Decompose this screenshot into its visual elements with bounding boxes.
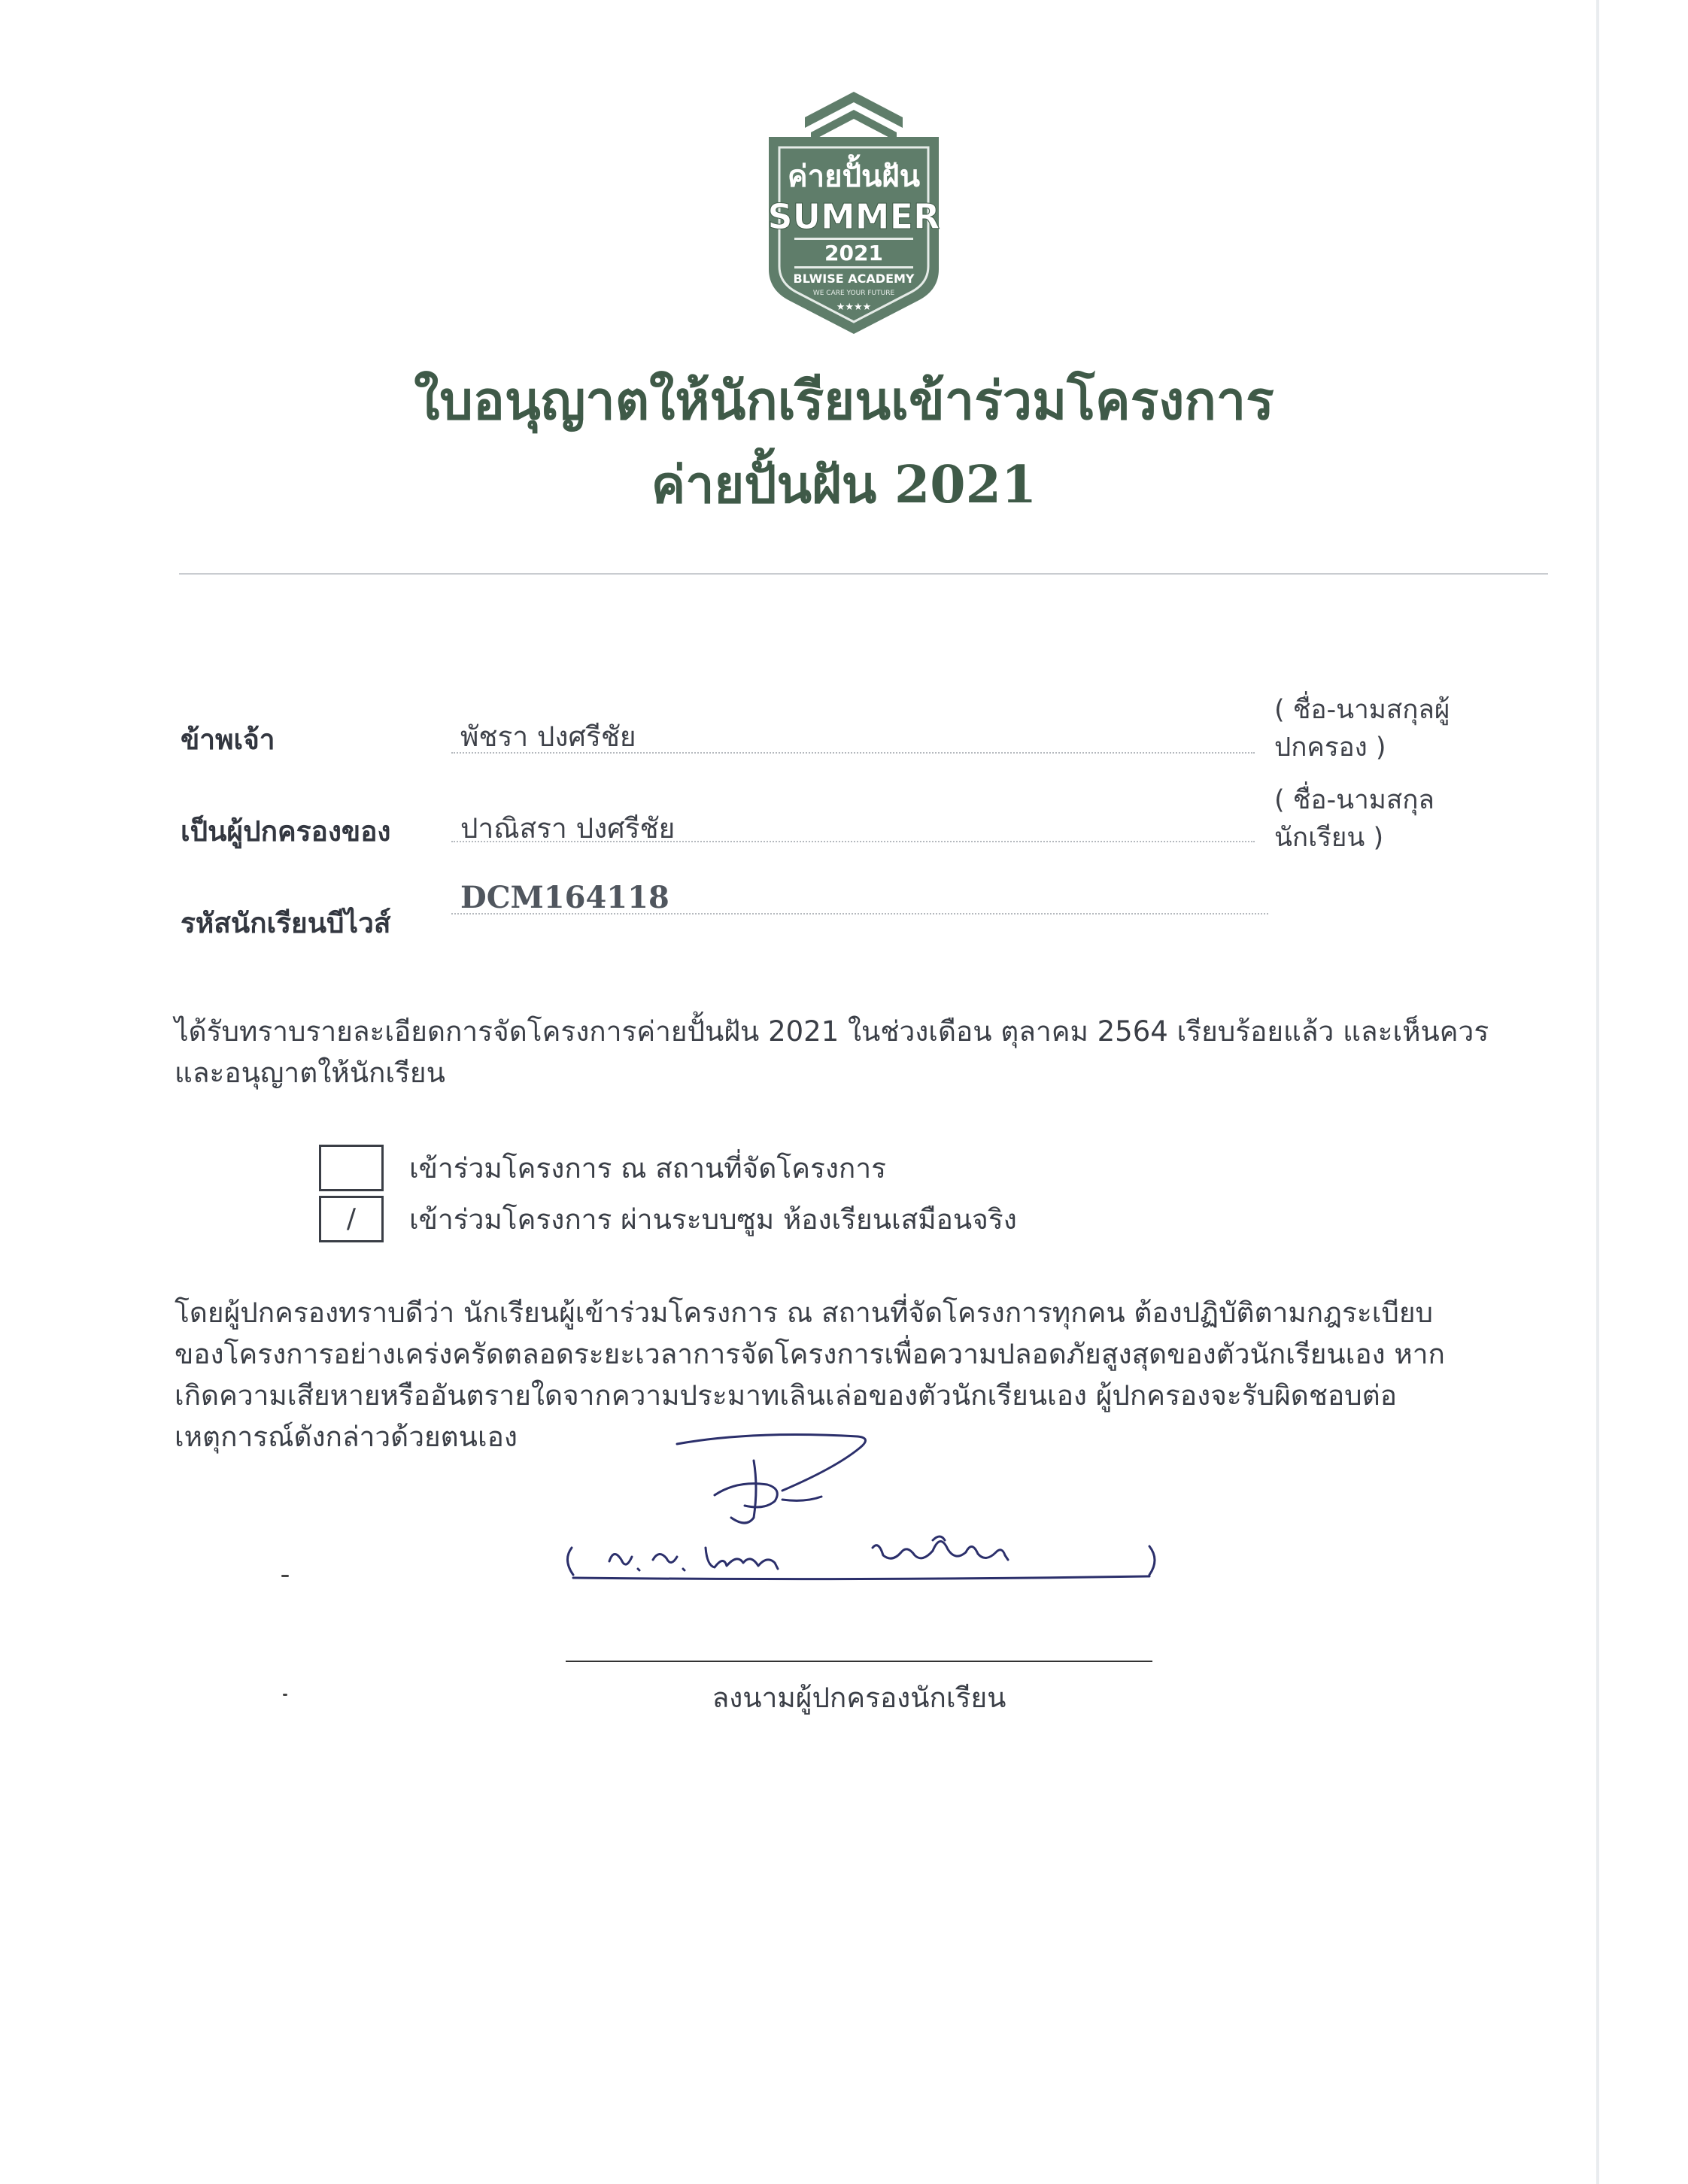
guardian-hint-line2: ปกครอง )	[1274, 733, 1386, 763]
document-subtitle: ค่ายปั้นฝัน 2021	[651, 455, 1037, 515]
logo-line1: ค่ายปั้นฝัน	[787, 159, 921, 194]
signature-rule	[566, 1661, 1152, 1662]
student-name-dotted-line	[451, 841, 1255, 842]
student-id-label: รหัสนักเรียนบีไวส์	[181, 907, 391, 939]
option-zoom-label: เข้าร่วมโครงการ ผ่านระบบซูม ห้องเรียนเสมือนจริง	[409, 1203, 1017, 1236]
camp-logo	[754, 89, 954, 341]
student-label: เป็นผู้ปกครองของ	[181, 815, 391, 848]
student-hint-line2: นักเรียน )	[1274, 823, 1384, 853]
logo-line2: SUMMER	[767, 196, 940, 237]
student-id-value: DCM164118	[460, 880, 669, 915]
page-edge	[1596, 0, 1599, 2184]
title-divider	[179, 573, 1548, 575]
logo-academy: BLWISE ACADEMY	[793, 271, 915, 286]
student-name-value: ปาณิสรา ปงศรีชัย	[460, 812, 676, 845]
logo-tagline: WE CARE YOUR FUTURE	[812, 290, 895, 297]
scan-speck	[281, 1575, 289, 1577]
guardian-name-value: พัชรา ปงศรีชัย	[460, 720, 636, 753]
guardian-hint-line1: ( ชื่อ-นามสกุลผู้	[1274, 695, 1450, 725]
signature-caption: ลงนามผู้ปกครองนักเรียน	[712, 1682, 1006, 1714]
option-onsite-label: เข้าร่วมโครงการ ณ สถานที่จัดโครงการ	[409, 1152, 886, 1185]
option-onsite-checkbox[interactable]	[319, 1145, 384, 1191]
option-zoom-checkbox[interactable]: /	[319, 1196, 384, 1242]
student-id-dotted-line	[451, 913, 1268, 915]
intro-line-2: และอนุญาตให้นักเรียน	[175, 1057, 445, 1089]
intro-line-1: ได้รับทราบรายละเอียดการจัดโครงการค่ายปั้นฝัน 2021 ในช่วงเดือน ตุลาคม 2564 เรียบร้อยแล้ว และเห็นควร	[175, 1015, 1489, 1048]
document-title: ใบอนุญาตให้นักเรียนเข้าร่วมโครงการ	[414, 369, 1274, 432]
student-hint-line1: ( ชื่อ-นามสกุล	[1274, 785, 1434, 815]
intro-paragraph	[175, 1011, 1529, 1094]
notice-line-2: ของโครงการอย่างเคร่งครัดตลอดระยะเวลาการจัดโครงการเพื่อความปลอดภัยสูงสุดของตัวนักเรียนเอง หาก	[175, 1338, 1445, 1370]
notice-line-4: เหตุการณ์ดังกล่าวด้วยตนเอง	[175, 1421, 518, 1453]
scan-speck	[283, 1694, 287, 1696]
notice-line-1: โดยผู้ปกครองทราบดีว่า นักเรียนผู้เข้าร่วมโครงการ ณ สถานที่จัดโครงการทุกคน ต้องปฏิบัติตามกฎระเบียบ	[175, 1297, 1434, 1329]
logo-stars: ★★★★	[836, 302, 872, 313]
handwritten-signature	[557, 1427, 1189, 1605]
guardian-label: ข้าพเจ้า	[181, 723, 275, 756]
guardian-name-dotted-line	[451, 752, 1255, 754]
logo-year: 2021	[824, 241, 883, 265]
notice-line-3: เกิดความเสียหายหรืออันตรายใดจากความประมาทเลินเล่อของตัวนักเรียนเอง ผู้ปกครองจะรับผิดชอบต่อ	[175, 1379, 1397, 1412]
